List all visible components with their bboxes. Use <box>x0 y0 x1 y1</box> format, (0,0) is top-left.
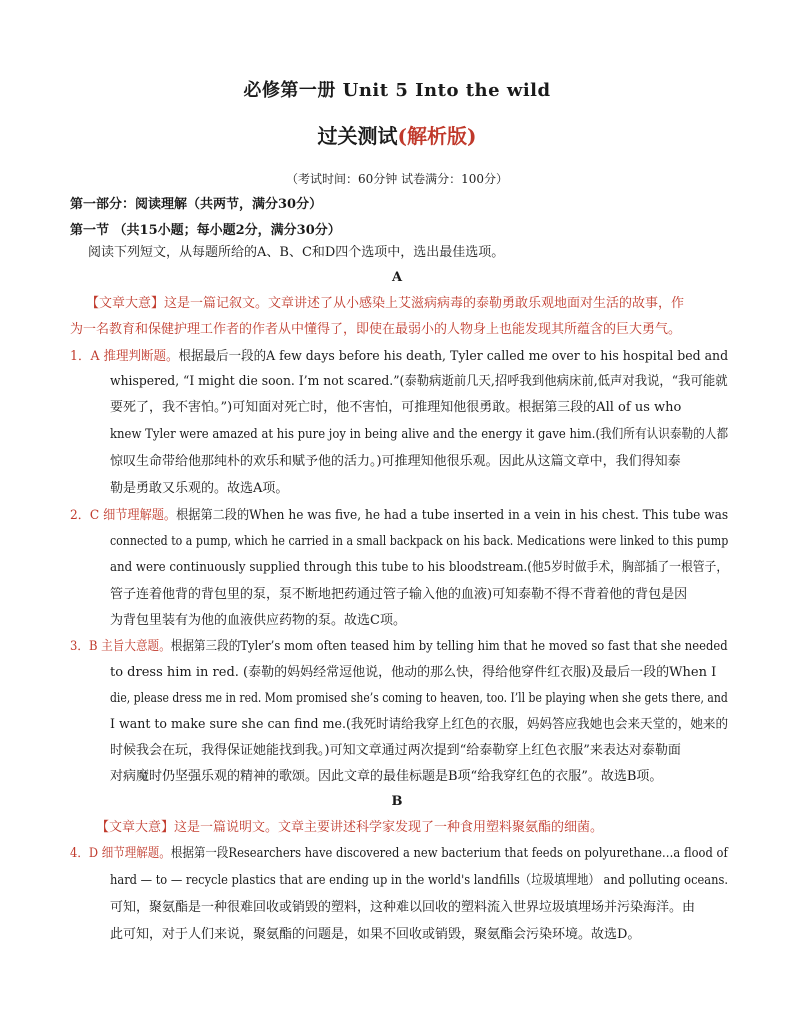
subtitle-main: 过关测试 <box>317 124 398 148</box>
page-subtitle <box>0 120 794 149</box>
q3-line: 时候我会在玩，我得保证她能找到我。)可知文章通过两次提到“给泰勒穿上红色衣服”来表达对泰勒面 <box>110 743 681 758</box>
q1-line: whispered, “I might die soon. I’m not scared.”(泰勒病逝前几天,招呼我到他病床前,低声对我说，“我可能就 <box>110 374 728 389</box>
q3-number: 3．B <box>70 639 98 654</box>
q4-line: hard — to — recycle plastics that are ending up in the world's landfills（垃圾填埋地） and polluting oceans. <box>110 873 728 888</box>
q1-number: 1．A <box>70 349 100 364</box>
passage-a-summary-tag: 【文章大意】 <box>86 296 165 311</box>
q4-line: 此可知，对于人们来说，聚氨酯的问题是，如果不回收或销毁，聚氨酯会污染环境。故选D。 <box>110 927 641 942</box>
q1-line: knew Tyler were amazed at his pure joy in being alive and the energy it gave him.(我们所有认识泰勒的人都 <box>110 427 729 442</box>
q3-line: 对病魔时仍坚强乐观的精神的歌颂。因此文章的最佳标题是B项“给我穿红色的衣服”。故选B项。 <box>110 769 663 784</box>
q3-line: I want to make sure she can find me.(我死时请给我穿上红色的衣服，妈妈答应我她也会来天堂的，她来的 <box>110 717 729 732</box>
q1-line: 惊叹生命带给他那纯朴的欢乐和赋予他的活力。)可推理知他很乐观。因此从这篇文章中，我们得知泰 <box>110 454 681 469</box>
exam-info: （考试时间：60分钟 试卷满分：100分） <box>286 172 508 186</box>
q2-line: 为背包里装有为他的血液供应药物的泵。故选C项。 <box>110 613 406 628</box>
q3-first-line: 3．B 主旨大意题。根据第三段的Tyler’s mom often teased him by telling him that he moved so fast that she needed <box>70 639 728 654</box>
q1-first-line: 1．A 推理判断题。根据最后一段的A few days before his death, Tyler called me over to his hospital bed and <box>70 349 729 364</box>
page-title: 必修第一册 Unit 5 Into the wild <box>243 80 551 101</box>
part1-heading: 第一部分：阅读理解（共两节，满分30分） <box>70 197 323 212</box>
instruction-text: 阅读下列短文，从每题所给的A、B、C和D四个选项中，选出最佳选项。 <box>88 245 505 260</box>
q2-line: and were continuously supplied through this tube to his bloodstream.(他5岁时做手术，胸部插了一根管子， <box>110 560 729 575</box>
q3-type: 主旨大意题。 <box>101 639 171 654</box>
q1-type: 推理判断题。 <box>103 349 179 364</box>
q1-line: 勒是勇敢又乐观的。故选A项。 <box>110 481 289 496</box>
passage-b-summary-tag: 【文章大意】 <box>96 820 175 835</box>
q4-first-line: 4．D 细节理解题。根据第一段Researchers have discovered a new bacterium that feeds on polyurethane…a flood of <box>70 846 728 861</box>
q3-line: to dress him in red. (泰勒的妈妈经常逗他说，他动的那么快，得给他穿件红衣服)及最后一段的When I <box>110 665 717 680</box>
passage-a-summary-line1: 【文章大意】这是一篇记叙文。文章讲述了从小感染上艾滋病病毒的泰勒勇敢乐观地面对生活的故事，作 <box>86 296 685 311</box>
q2-line: 管子连着他背的背包里的泵，泵不断地把药通过管子输入他的血液)可知泰勒不得不背着他的背包是因 <box>110 587 688 602</box>
subtitle-tag: (解析版) <box>397 124 477 148</box>
q4-line: 可知，聚氨酯是一种很难回收或销毁的塑料，这种难以回收的塑料流入世界垃圾填埋场并污染海洋。由 <box>110 900 696 915</box>
q2-line: connected to a pump, which he carried in a small backpack on his back. Medications were linked to this pump <box>110 534 729 549</box>
q1-line: 要死了，我不害怕。”)可知面对死亡时，他不害怕，可推理知他很勇敢。根据第三段的All of us who <box>110 400 682 415</box>
passage-a-summary-line2: 为一名教育和保健护理工作者的作者从中懂得了，即使在最弱小的人物身上也能发现其所蕴含的巨大勇气。 <box>70 322 682 337</box>
q4-type: 细节理解题。 <box>101 846 171 861</box>
q4-number: 4．D <box>70 846 99 861</box>
passage-b-label: B <box>391 794 403 809</box>
q2-type: 细节理解题。 <box>103 508 177 523</box>
passage-a-label: A <box>391 270 403 285</box>
q2-first-line: 2．C 细节理解题。根据第二段的When he was five, he had a tube inserted in a vein in his chest. This tube was <box>70 508 729 523</box>
section1-heading: 第一节 （共15小题；每小题2分，满分30分） <box>70 223 341 238</box>
passage-b-summary: 【文章大意】这是一篇说明文。文章主要讲述科学家发现了一种食用塑料聚氨酯的细菌。 <box>96 820 604 835</box>
q3-line: die, please dress me in red. Mom promised she’s coming to heaven, too. I’ll be playing when she gets there, and <box>110 691 728 706</box>
q2-number: 2．C <box>70 508 100 523</box>
